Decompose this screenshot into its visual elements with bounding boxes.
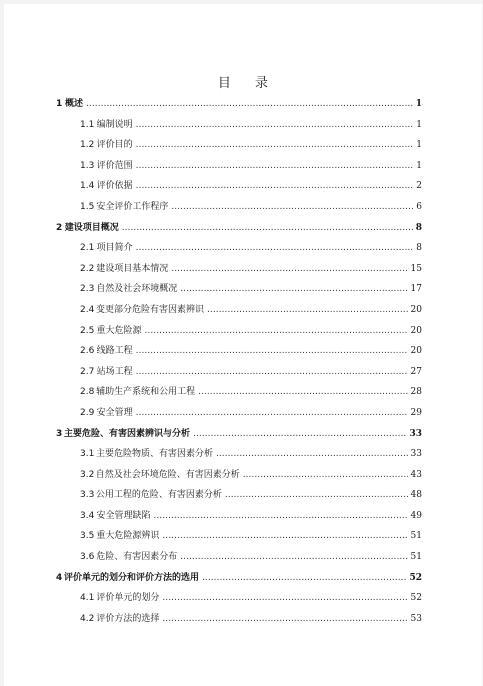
toc-entry-number: 2 <box>56 222 63 233</box>
toc-entry-label: 安全评价工作程序 <box>96 201 169 212</box>
toc-entry-page-number: 43 <box>410 469 422 480</box>
toc-entry-page-number: 51 <box>410 531 422 542</box>
toc-entry-page-number: 20 <box>410 325 422 336</box>
toc-entry-number: 1 <box>56 99 63 109</box>
toc-entry-page-number: 17 <box>410 284 422 295</box>
toc-entry-page-number: 15 <box>410 263 422 274</box>
toc-entry-page-number: 8 <box>416 243 422 254</box>
toc-entry-page-number: 28 <box>410 387 422 398</box>
toc-entry-page-number: 33 <box>410 449 422 460</box>
toc-entry-label: 自然及社会环境危险、有害因素分析 <box>95 469 240 480</box>
toc-section-entry[interactable] <box>56 197 422 218</box>
toc-entry-number: 2.9 <box>80 407 95 418</box>
toc-dot-leader <box>216 444 408 465</box>
toc-entry-page-number: 2 <box>416 181 422 192</box>
toc-dot-leader <box>136 135 414 156</box>
toc-section-entry[interactable] <box>56 238 422 259</box>
table-of-contents <box>56 94 422 629</box>
toc-entry-number: 3.4 <box>80 510 95 521</box>
toc-chapter-entry[interactable] <box>56 424 422 445</box>
toc-entry-page-number: 53 <box>410 613 422 624</box>
toc-dot-leader <box>136 115 414 136</box>
toc-dot-leader <box>136 156 414 177</box>
toc-entry-number: 3.3 <box>80 490 95 501</box>
toc-dot-leader <box>193 424 406 445</box>
toc-dot-leader <box>86 94 413 115</box>
toc-entry-number: 3.2 <box>80 469 95 480</box>
toc-entry-number: 3 <box>56 428 63 439</box>
toc-chapter-entry[interactable] <box>56 94 422 115</box>
toc-entry-page-number: 49 <box>410 510 422 521</box>
toc-dot-leader <box>171 259 407 280</box>
toc-section-entry[interactable] <box>56 382 422 403</box>
toc-entry-number: 1.4 <box>80 181 95 192</box>
toc-dot-leader <box>202 568 406 589</box>
toc-entry-label: 主要危险物质、有害因素分析 <box>95 449 213 460</box>
toc-section-entry[interactable] <box>56 156 422 177</box>
toc-section-entry[interactable] <box>56 547 422 568</box>
toc-entry-label: 概述 <box>65 99 84 109</box>
toc-entry-number: 4.2 <box>80 613 95 624</box>
toc-entry-number: 2.8 <box>80 387 95 398</box>
document-page <box>4 4 482 686</box>
toc-entry-page-number: 6 <box>416 201 422 212</box>
toc-entry-page-number: 8 <box>415 222 422 233</box>
toc-section-entry[interactable] <box>56 362 422 383</box>
toc-dot-leader <box>180 279 407 300</box>
toc-section-entry[interactable] <box>56 279 422 300</box>
toc-entry-label: 安全管理 <box>96 407 133 418</box>
toc-dot-leader <box>136 403 408 424</box>
toc-entry-page-number: 20 <box>410 346 422 357</box>
toc-dot-leader <box>225 485 408 506</box>
toc-entry-label: 建设项目概况 <box>64 222 119 233</box>
toc-entry-label: 建设项目基本情况 <box>96 263 169 274</box>
toc-section-entry[interactable] <box>56 444 422 465</box>
toc-entry-page-number: 52 <box>410 593 422 604</box>
toc-entry-label: 重大危险源 <box>96 325 142 336</box>
toc-entry-number: 2.7 <box>80 366 95 377</box>
toc-entry-page-number: 52 <box>409 572 422 583</box>
toc-section-entry[interactable] <box>56 609 422 630</box>
toc-entry-number: 2.4 <box>80 304 95 315</box>
toc-dot-leader <box>162 588 407 609</box>
toc-entry-number: 3.6 <box>80 552 95 563</box>
toc-entry-page-number: 27 <box>410 366 422 377</box>
toc-dot-leader <box>153 506 407 527</box>
toc-entry-number: 1.5 <box>80 201 95 212</box>
toc-entry-label: 危险、有害因素分布 <box>96 552 178 563</box>
toc-entry-label: 安全管理缺陷 <box>96 510 151 521</box>
toc-entry-label: 评价方法的选择 <box>96 613 160 624</box>
toc-section-entry[interactable] <box>56 176 422 197</box>
toc-section-entry[interactable] <box>56 526 422 547</box>
toc-chapter-entry[interactable] <box>56 568 422 589</box>
toc-entry-page-number: 20 <box>410 304 422 315</box>
toc-entry-page-number: 1 <box>416 160 422 171</box>
toc-section-entry[interactable] <box>56 135 422 156</box>
toc-entry-page-number: 29 <box>410 407 422 418</box>
page-title: 目 录 <box>217 76 279 91</box>
toc-entry-page-number: 1 <box>415 99 422 109</box>
toc-section-entry[interactable] <box>56 485 422 506</box>
toc-dot-leader <box>162 526 407 547</box>
toc-dot-leader <box>136 341 408 362</box>
toc-entry-number: 2.1 <box>80 243 95 254</box>
toc-dot-leader <box>122 218 413 239</box>
toc-entry-label: 编制说明 <box>96 119 133 130</box>
toc-dot-leader <box>136 176 414 197</box>
toc-section-entry[interactable] <box>56 506 422 527</box>
toc-entry-label: 线路工程 <box>96 346 133 357</box>
toc-entry-number: 1.1 <box>80 119 95 130</box>
toc-entry-label: 变更部分危险有害因素辨识 <box>96 304 205 315</box>
toc-dot-leader <box>145 321 408 342</box>
toc-entry-number: 4.1 <box>80 593 95 604</box>
toc-entry-number: 4 <box>56 572 63 583</box>
toc-dot-leader <box>243 465 408 486</box>
toc-entry-label: 评价依据 <box>96 181 133 192</box>
toc-entry-number: 1.3 <box>80 160 95 171</box>
toc-section-entry[interactable] <box>56 321 422 342</box>
toc-entry-page-number: 48 <box>410 490 422 501</box>
toc-entry-label: 主要危险、有害因素辨识与分析 <box>64 428 191 439</box>
toc-entry-label: 自然及社会环境概况 <box>96 284 178 295</box>
toc-dot-leader <box>207 300 408 321</box>
toc-entry-label: 评价目的 <box>96 140 133 151</box>
toc-entry-number: 2.5 <box>80 325 95 336</box>
toc-entry-number: 1.2 <box>80 140 95 151</box>
toc-dot-leader <box>136 362 408 383</box>
toc-entry-page-number: 51 <box>410 552 422 563</box>
toc-entry-label: 公用工程的危险、有害因素分析 <box>95 490 222 501</box>
toc-entry-page-number: 1 <box>416 140 422 151</box>
toc-dot-leader <box>136 238 414 259</box>
toc-section-entry[interactable] <box>56 403 422 424</box>
toc-entry-number: 2.6 <box>80 346 95 357</box>
toc-entry-page-number: 33 <box>409 428 422 439</box>
toc-entry-label: 评价范围 <box>96 160 133 171</box>
toc-section-entry[interactable] <box>56 259 422 280</box>
toc-entry-label: 评价单元的划分和评价方法的选用 <box>63 572 199 583</box>
toc-dot-leader <box>162 609 407 630</box>
toc-dot-leader <box>180 547 407 568</box>
toc-entry-number: 2.3 <box>80 284 95 295</box>
toc-entry-number: 3.5 <box>80 531 95 542</box>
toc-entry-page-number: 1 <box>416 119 422 130</box>
toc-section-entry[interactable] <box>56 465 422 486</box>
toc-chapter-entry[interactable] <box>56 218 422 239</box>
toc-section-entry[interactable] <box>56 300 422 321</box>
toc-entry-label: 站场工程 <box>96 366 133 377</box>
toc-dot-leader <box>198 382 407 403</box>
toc-section-entry[interactable] <box>56 588 422 609</box>
toc-entry-number: 3.1 <box>80 449 95 460</box>
toc-entry-label: 辅助生产系统和公用工程 <box>96 387 196 398</box>
toc-dot-leader <box>171 197 413 218</box>
toc-entry-label: 评价单元的划分 <box>96 593 160 604</box>
toc-section-entry[interactable] <box>56 115 422 136</box>
toc-entry-label: 项目简介 <box>96 243 133 254</box>
toc-section-entry[interactable] <box>56 341 422 362</box>
toc-entry-number: 2.2 <box>80 263 95 274</box>
toc-entry-label: 重大危险源辨识 <box>96 531 160 542</box>
